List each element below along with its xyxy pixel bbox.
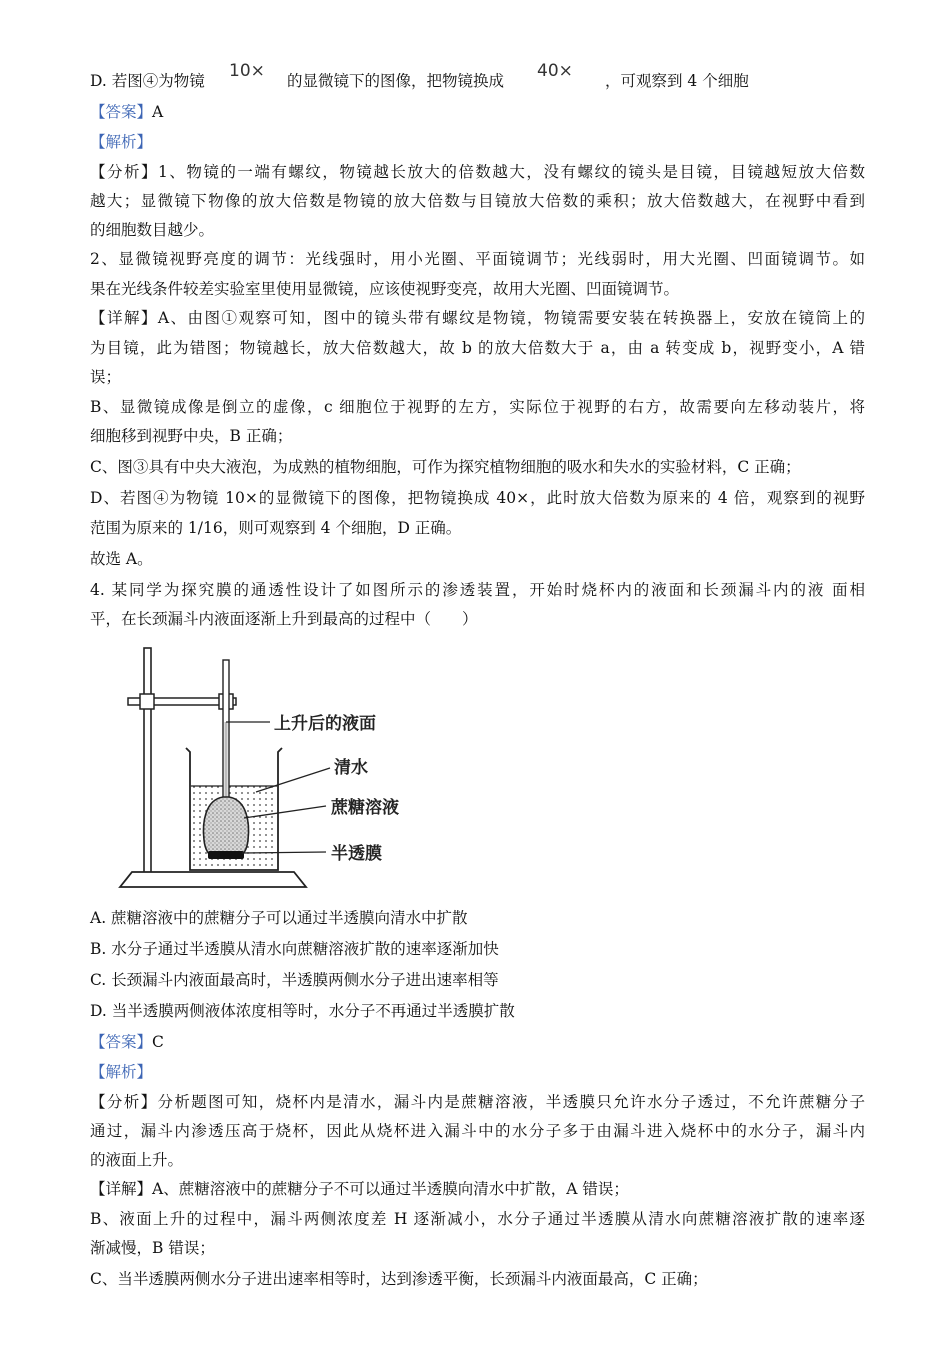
option-d-text-1: D. 若图④为物镜 bbox=[90, 72, 205, 90]
analysis-text: 的细胞数目越少。 bbox=[90, 221, 215, 239]
detail-text: C、当半透膜两侧水分子进出速率相等时，达到渗透平衡，长颈漏斗内液面最高，C 正确； bbox=[90, 1270, 708, 1288]
detail-text: 【详解】A、由图①观察可知，图中的镜头带有螺纹是物镜，物镜需要安装在转换器上，安放在镜筒上的 bbox=[90, 309, 865, 327]
stand-base bbox=[120, 872, 306, 887]
sucrose-solution bbox=[203, 797, 248, 856]
detail-text: 范围为原来的 1/16，则可观察到 4 个细胞，D 正确。 bbox=[90, 519, 462, 537]
answer-value: A bbox=[152, 103, 164, 121]
risen-liquid bbox=[225, 722, 228, 798]
answer-label: 【答案】 bbox=[90, 1033, 153, 1051]
detail-text: 【详解】A、蔗糖溶液中的蔗糖分子不可以通过半透膜向清水中扩散，A 错误； bbox=[90, 1180, 629, 1198]
detail-text: B、液面上升的过程中，漏斗两侧浓度差 H 逐渐减小，水分子通过半透膜从清水向蔗糖溶液扩散的速率逐 bbox=[90, 1210, 865, 1228]
analysis-text: 2、显微镜视野亮度的调节：光线强时，用小光圈、平面镜调节；光线弱时，用大光圈、凹面镜调节。如 bbox=[90, 250, 865, 268]
option-a: A. 蔗糖溶液中的蔗糖分子可以通过半透膜向清水中扩散 bbox=[90, 909, 468, 927]
question-4-stem: 平，在长颈漏斗内液面逐渐上升到最高的过程中（ ） bbox=[90, 610, 478, 628]
label-sucrose-solution: 蔗糖溶液 bbox=[331, 798, 399, 818]
semipermeable-membrane bbox=[208, 851, 244, 859]
analysis-text: 越大；显微镜下物像的放大倍数是物镜的放大倍数与目镜放大倍数的乘积；放大倍数越大，在视野中看到 bbox=[90, 192, 865, 210]
analysis-text: 的液面上升。 bbox=[90, 1151, 184, 1169]
detail-text: C、图③具有中央大液泡，为成熟的植物细胞，可作为探究植物细胞的吸水和失水的实验材料，C 正确； bbox=[90, 458, 801, 476]
analysis-text: 果在光线条件较差实验室里使用显微镜，应该使视野变亮，故用大光圈、凹面镜调节。 bbox=[90, 280, 680, 298]
answer-line-1 bbox=[90, 101, 865, 123]
detail-text: 误； bbox=[90, 368, 122, 386]
stand-rod bbox=[144, 648, 151, 873]
analysis-text: 通过，漏斗内渗透压高于烧杯，因此从烧杯进入漏斗中的水分子多于由漏斗进入烧杯中的水分子，漏斗内 bbox=[90, 1122, 865, 1140]
answer-line-2 bbox=[90, 1031, 865, 1053]
clamp-knob bbox=[140, 694, 154, 709]
lens-40x-image: 40× bbox=[537, 61, 573, 81]
option-d-text-2: 的显微镜下的图像，把物镜换成 bbox=[287, 72, 505, 90]
analysis-label-1: 【解析】 bbox=[90, 133, 153, 151]
osmosis-apparatus-figure bbox=[108, 640, 428, 895]
option-b: B. 水分子通过半透膜从清水向蔗糖溶液扩散的速率逐渐加快 bbox=[90, 940, 499, 958]
analysis-text: 【分析】1、物镜的一端有螺纹，物镜越长放大的倍数越大，没有螺纹的镜头是目镜，目镜越短放大倍数 bbox=[90, 163, 865, 181]
lens-10x-image: 10× bbox=[229, 61, 265, 81]
option-d-text-3: ，可观察到 4 个细胞 bbox=[605, 72, 749, 90]
label-clear-water: 清水 bbox=[334, 758, 368, 778]
answer-value: C bbox=[152, 1033, 164, 1051]
option-d: D. 当半透膜两侧液体浓度相等时，水分子不再通过半透膜扩散 bbox=[90, 1002, 515, 1020]
option-c: C. 长颈漏斗内液面最高时，半透膜两侧水分子进出速率相等 bbox=[90, 971, 499, 989]
analysis-label-2: 【解析】 bbox=[90, 1063, 153, 1081]
detail-text: D、若图④为物镜 10×的显微镜下的图像，把物镜换成 40×，此时放大倍数为原来的 4 倍，观察到的视野 bbox=[90, 489, 865, 507]
option-d-line bbox=[90, 61, 865, 92]
label-semipermeable-membrane: 半透膜 bbox=[331, 844, 382, 864]
detail-text: B、显微镜成像是倒立的虚像，c 细胞位于视野的左方，实际位于视野的右方，故需要向左移动装片，将 bbox=[90, 398, 865, 416]
detail-text: 渐减慢，B 错误； bbox=[90, 1239, 215, 1257]
analysis-text: 【分析】分析题图可知，烧杯内是清水，漏斗内是蔗糖溶液，半透膜只允许水分子透过，不允许蔗糖分子 bbox=[90, 1093, 865, 1111]
answer-label: 【答案】 bbox=[90, 103, 153, 121]
question-4-stem: 4. 某同学为探究膜的通透性设计了如图所示的渗透装置，开始时烧杯内的液面和长颈漏斗内的液 面相 bbox=[90, 581, 865, 599]
detail-text: 细胞移到视野中央，B 正确； bbox=[90, 427, 293, 445]
conclusion-text: 故选 A。 bbox=[90, 550, 153, 568]
label-risen-liquid: 上升后的液面 bbox=[274, 714, 376, 734]
detail-text: 为目镜，此为错图；物镜越长，放大倍数越大，故 b 的放大倍数大于 a，由 a 转变成 b，视野变小，A 错 bbox=[90, 339, 865, 357]
